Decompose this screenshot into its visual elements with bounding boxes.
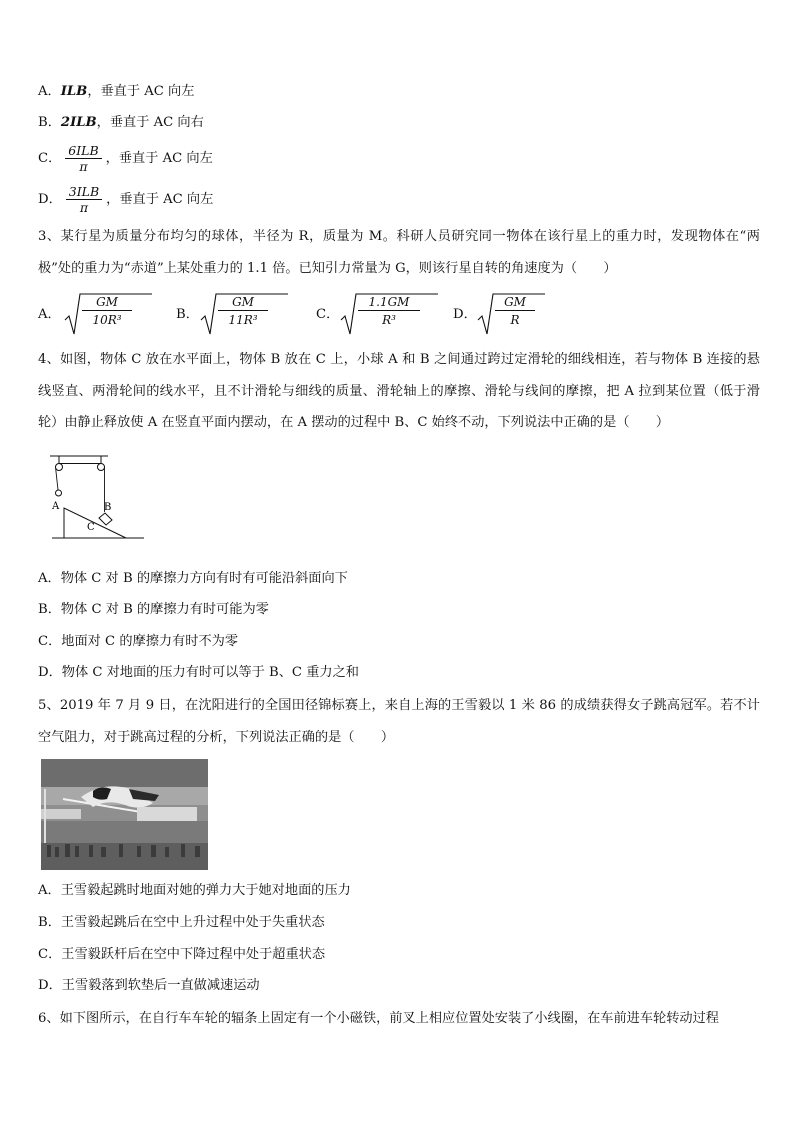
high-jump-photo	[41, 759, 208, 870]
high-jump-photo-image	[41, 759, 208, 870]
fraction-numerator: GM	[495, 294, 535, 311]
label-a: A	[52, 501, 60, 512]
option-text: ，垂直于 AC 向左	[106, 192, 214, 207]
fraction-numerator: GM	[218, 294, 268, 311]
q3-stem: 3、某行星为质量分布均匀的球体，半径为 R，质量为 M。科研人员研究同一物体在该行星上的重力时，发现物体在“两极”处的重力为“赤道”上某处重力的 1.1 倍。已知引力常量为 G，则该行星自转的角速度为（ ）	[38, 229, 760, 276]
pulley-incline-diagram	[44, 452, 154, 544]
fraction-denominator: 11R³	[228, 313, 258, 327]
option-fraction	[66, 184, 102, 216]
option-formula: ILB	[60, 84, 88, 99]
q2-option-d	[38, 181, 213, 219]
option-label: C．	[316, 307, 340, 322]
q5-option-b: B．王雪毅起跳后在空中上升过程中处于失重状态	[38, 915, 325, 930]
fraction-denominator: R³	[382, 313, 396, 327]
fraction-numerator: 6ILB	[65, 143, 101, 159]
option-label: D．	[453, 307, 477, 322]
block-b	[99, 513, 112, 525]
fraction-numerator: 3ILB	[66, 184, 102, 200]
right-pulley-icon	[98, 464, 105, 471]
q4-option-d: D．物体 C 对地面的压力有时可以等于 B、C 重力之和	[38, 665, 359, 680]
option-label: A．	[38, 307, 61, 322]
option-formula: 2ILB	[60, 115, 97, 130]
fraction-denominator: π	[79, 158, 88, 174]
q6-stem: 6、如下图所示，在自行车车轮的辐条上固定有一个小磁铁，前叉上相应位置处安装了小线圈，在车前进车轮转动过程	[38, 1011, 719, 1026]
q2-option-b	[38, 114, 204, 132]
sqrt-expression	[64, 292, 154, 336]
option-text: ，垂直于 AC 向左	[87, 84, 195, 99]
sqrt-expression	[340, 292, 440, 336]
fraction-denominator: π	[79, 199, 89, 215]
q5-option-d: D．王雪毅落到软垫后一直做减速运动	[38, 978, 260, 993]
sqrt-expression	[477, 292, 557, 336]
q4-stem: 4、如图，物体 C 放在水平面上，物体 B 放在 C 上，小球 A 和 B 之间通过跨过定滑轮的细线相连，若与物体 B 连接的悬线竖直、两滑轮间的线水平，且不计滑轮与细线的质量、滑轮轴上的摩擦、滑轮与线间的摩擦，把 A 拉到某位置（低于滑轮）由静止释放使 A 在竖直平面内摆动，在 A 摆动的过程中 B、C 始终不动，下列说法中正确的是（ ）	[38, 352, 760, 430]
option-label: D．	[38, 192, 62, 207]
q2-option-a	[38, 83, 194, 101]
label-c: C	[87, 522, 95, 533]
sqrt-expression	[200, 292, 290, 336]
fraction-denominator: R	[510, 313, 520, 327]
option-label: B．	[38, 115, 61, 130]
incline-c	[64, 508, 126, 538]
fraction-denominator: 10R³	[92, 313, 122, 327]
option-text: ，垂直于 AC 向左	[105, 151, 213, 166]
option-text: ，垂直于 AC 向右	[96, 115, 204, 130]
option-label: C．	[38, 151, 62, 166]
fraction-numerator: 1.1GM	[358, 294, 420, 311]
q5-option-c: C．王雪毅跃杆后在空中下降过程中处于超重状态	[38, 947, 326, 962]
left-pulley-icon	[56, 464, 63, 471]
q5-stem: 5、2019 年 7 月 9 日，在沈阳进行的全国田径锦标赛上，来自上海的王雪毅以 1 米 86 的成绩获得女子跳高冠军。若不计空气阻力，对于跳高过程的分析，下列说法正确的是（ ）	[38, 698, 760, 745]
q5-option-a: A．王雪毅起跳时地面对她的弹力大于她对地面的压力	[38, 883, 351, 898]
option-label: A．	[38, 84, 61, 99]
ball-a-icon	[56, 490, 62, 496]
q4-option-c: C．地面对 C 的摩擦力有时不为零	[38, 634, 239, 649]
q4-option-a: A．物体 C 对 B 的摩擦力方向有时有可能沿斜面向下	[38, 571, 348, 586]
q2-option-c	[38, 140, 213, 178]
fraction-numerator: GM	[82, 294, 132, 311]
option-label: B．	[176, 307, 199, 322]
q4-option-b: B．物体 C 对 B 的摩擦力有时可能为零	[38, 602, 269, 617]
label-b: B	[104, 502, 112, 513]
option-fraction	[65, 143, 101, 175]
